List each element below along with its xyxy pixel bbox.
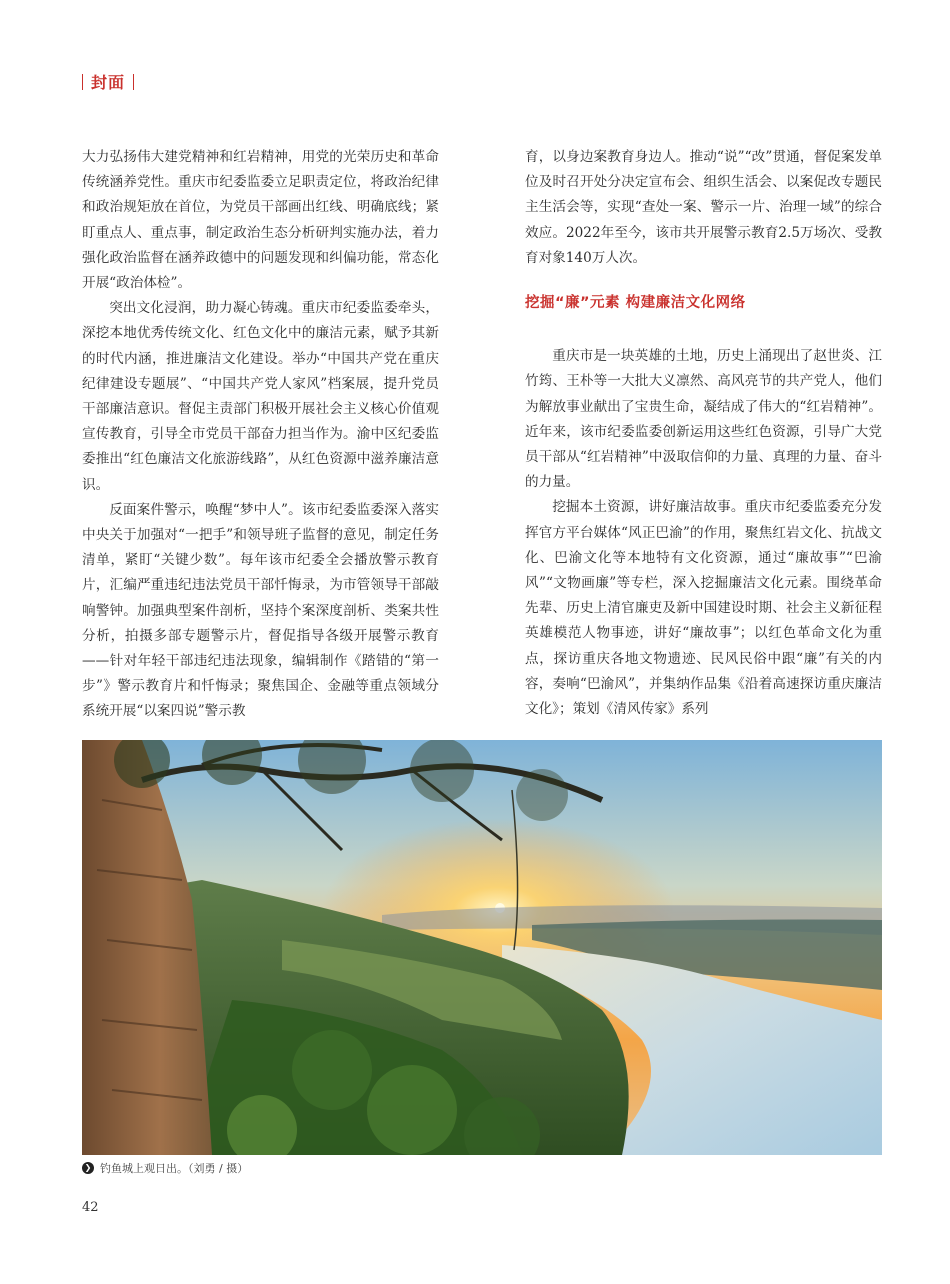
- left-column: [82, 145, 439, 725]
- section-header: [82, 70, 134, 93]
- left-paragraph-1: 大力弘扬伟大建党精神和红岩精神，用党的光荣历史和革命传统涵养党性。重庆市纪委监委立足职责定位，将政治纪律和政治规矩放在首位，为党员干部画出红线、明确底线；紧盯重点人、重点事，制定政治生态分析研判实施办法，着力强化政治监督在涵养政德中的问题发现和纠偏功能，常态化开展“政治体检”。: [82, 149, 439, 292]
- left-paragraph-2: 突出文化浸润，助力凝心铸魂。重庆市纪委监委牵头，深挖本地优秀传统文化、红色文化中的廉洁元素，赋予其新的时代内涵，推进廉洁文化建设。举办“中国共产党在重庆纪律建设专题展”、“中国共产党人家风”档案展，提升党员干部廉洁意识。督促主责部门积极开展社会主义核心价值观宣传教育，引导全市党员干部奋力担当作为。渝中区纪委监委推出“红色廉洁文化旅游线路”，从红色资源中滋养廉洁意识。: [82, 300, 439, 493]
- header-divider-left: [82, 74, 83, 90]
- sunrise-landscape-photo: [82, 740, 882, 1155]
- section-label: 封面: [91, 73, 126, 92]
- right-paragraph-1: 重庆市是一块英雄的土地，历史上涌现出了赵世炎、江竹筠、王朴等一大批大义凛然、高风亮节的共产党人，他们为解放事业献出了宝贵生命，凝结成了伟大的“红岩精神”。近年来，该市纪委监委创新运用这些红色资源，引导广大党员干部从“红岩精神”中汲取信仰的力量、真理的力量、奋斗的力量。: [525, 348, 882, 491]
- photo-caption: [82, 1160, 248, 1176]
- right-continuation-paragraph: 育，以身边案教育身边人。推动“说”“改”贯通，督促案发单位及时召开处分决定宣布会、组织生活会、以案促改专题民主生活会等，实现“查处一案、警示一片、治理一域”的综合效应。2022年至今，该市共开展警示教育2.5万场次、受教育对象140万人次。: [525, 149, 882, 266]
- chevron-right-icon: ❯: [82, 1162, 94, 1174]
- right-paragraph-2: 挖掘本土资源，讲好廉洁故事。重庆市纪委监委充分发挥官方平台媒体“风正巴渝”的作用，聚焦红岩文化、抗战文化、巴渝文化等本地特有文化资源，通过“廉故事”“巴渝风”“文物画廉”等专栏，深入挖掘廉洁文化元素。围绕革命先辈、历史上清官廉吏及新中国建设时期、社会主义新征程英雄模范人物事迹，讲好“廉故事”；以红色革命文化为重点，探访重庆各地文物遗迹、民风民俗中跟“廉”有关的内容，奏响“巴渝风”，并集纳作品集《沿着高速探访重庆廉洁文化》；策划《清风传家》系列: [525, 499, 882, 718]
- section-heading: 挖掘“廉”元素 构建廉洁文化网络: [525, 295, 746, 312]
- caption-text: 钓鱼城上观日出。（刘勇 / 摄）: [100, 1162, 249, 1175]
- right-column: [525, 145, 882, 722]
- page-number: 42: [82, 1200, 99, 1215]
- left-paragraph-3: 反面案件警示，唤醒“梦中人”。该市纪委监委深入落实中央关于加强对“一把手”和领导班子监督的意见，制定任务清单，紧盯“关键少数”。每年该市纪委全会播放警示教育片，汇编严重违纪违法党员干部忏悔录，为市管领导干部敲响警钟。加强典型案件剖析，坚持个案深度剖析、类案共性分析，拍摄多部专题警示片，督促指导各级开展警示教育——针对年轻干部违纪违法现象，编辑制作《踏错的“第一步”》警示教育片和忏悔录；聚焦国企、金融等重点领域分系统开展“以案四说”警示教: [82, 501, 439, 720]
- header-divider-right: [133, 74, 134, 90]
